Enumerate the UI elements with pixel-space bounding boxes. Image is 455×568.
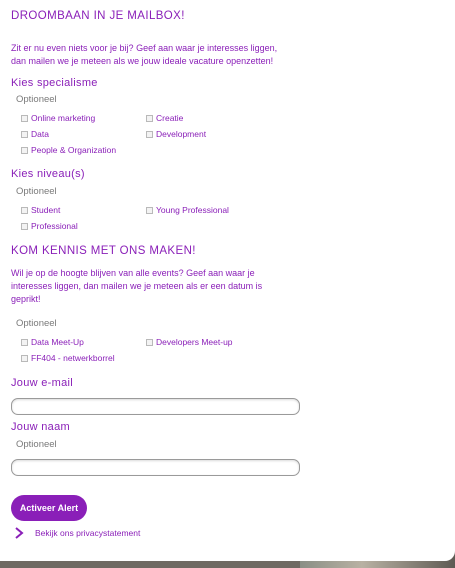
checkbox-box[interactable] [21, 115, 28, 122]
checkbox-label: Young Professional [156, 205, 229, 215]
checkbox-creatie[interactable] [146, 113, 183, 123]
checkbox-label: Data Meet-Up [31, 337, 84, 347]
checkbox-box[interactable] [21, 131, 28, 138]
chevron-right-icon [13, 526, 25, 540]
checkbox-online-marketing[interactable] [21, 113, 95, 123]
events-intro-text: Wil je op de hoogte blijven van alle events? Geef aan waar je interesses liggen, dan mailen we je meteen als er een datum is geprikt! [11, 268, 263, 304]
specialisme-heading: Kies specialisme [11, 77, 98, 89]
checkbox-label: Professional [31, 221, 78, 231]
checkbox-professional[interactable] [21, 221, 78, 231]
checkbox-data-meetup[interactable] [21, 337, 84, 347]
checkbox-box[interactable] [146, 339, 153, 346]
name-field[interactable] [11, 459, 300, 476]
checkbox-young-professional[interactable] [146, 205, 229, 215]
activeer-alert-button[interactable]: Activeer Alert [11, 495, 87, 521]
checkbox-box[interactable] [146, 207, 153, 214]
checkbox-label: Creatie [156, 113, 184, 123]
checkbox-label: Data [31, 129, 49, 139]
checkbox-label: Developers Meet-up [156, 337, 233, 347]
privacy-statement-link[interactable] [13, 526, 140, 540]
checkbox-development[interactable] [146, 129, 206, 139]
intro-text: Zit er nu even niets voor je bij? Geef aan waar je interesses liggen, dan mailen we je meteen als we jouw ideale vacature openzetten! [11, 43, 278, 66]
email-label: Jouw e-mail [11, 377, 73, 389]
checkbox-student[interactable] [21, 205, 60, 215]
checkbox-box[interactable] [21, 147, 28, 154]
page-title: DROOMBAAN IN JE MAILBOX! [11, 10, 185, 22]
niveau-optional: Optioneel [16, 186, 57, 197]
events-optional: Optioneel [16, 318, 57, 329]
specialisme-optional: Optioneel [16, 94, 57, 105]
checkbox-box[interactable] [21, 355, 28, 362]
checkbox-box[interactable] [21, 207, 28, 214]
email-field[interactable] [11, 398, 300, 415]
checkbox-ff404-netwerkborrel[interactable] [21, 353, 115, 363]
checkbox-data[interactable] [21, 129, 49, 139]
naam-label: Jouw naam [11, 421, 70, 433]
checkbox-box[interactable] [21, 223, 28, 230]
checkbox-label: Online marketing [31, 113, 96, 123]
checkbox-label: FF404 - netwerkborrel [31, 353, 115, 363]
checkbox-box[interactable] [21, 339, 28, 346]
naam-optional: Optioneel [16, 439, 57, 450]
checkbox-developers-meetup[interactable] [146, 337, 233, 347]
events-title: KOM KENNIS MET ONS MAKEN! [11, 245, 196, 257]
privacy-link-label: Bekijk ons privacystatement [35, 528, 141, 538]
checkbox-box[interactable] [146, 115, 153, 122]
niveau-heading: Kies niveau(s) [11, 168, 85, 180]
checkbox-label: Student [31, 205, 61, 215]
checkbox-label: Development [156, 129, 207, 139]
checkbox-label: People & Organization [31, 145, 117, 155]
checkbox-box[interactable] [146, 131, 153, 138]
checkbox-people-organization[interactable] [21, 145, 116, 155]
